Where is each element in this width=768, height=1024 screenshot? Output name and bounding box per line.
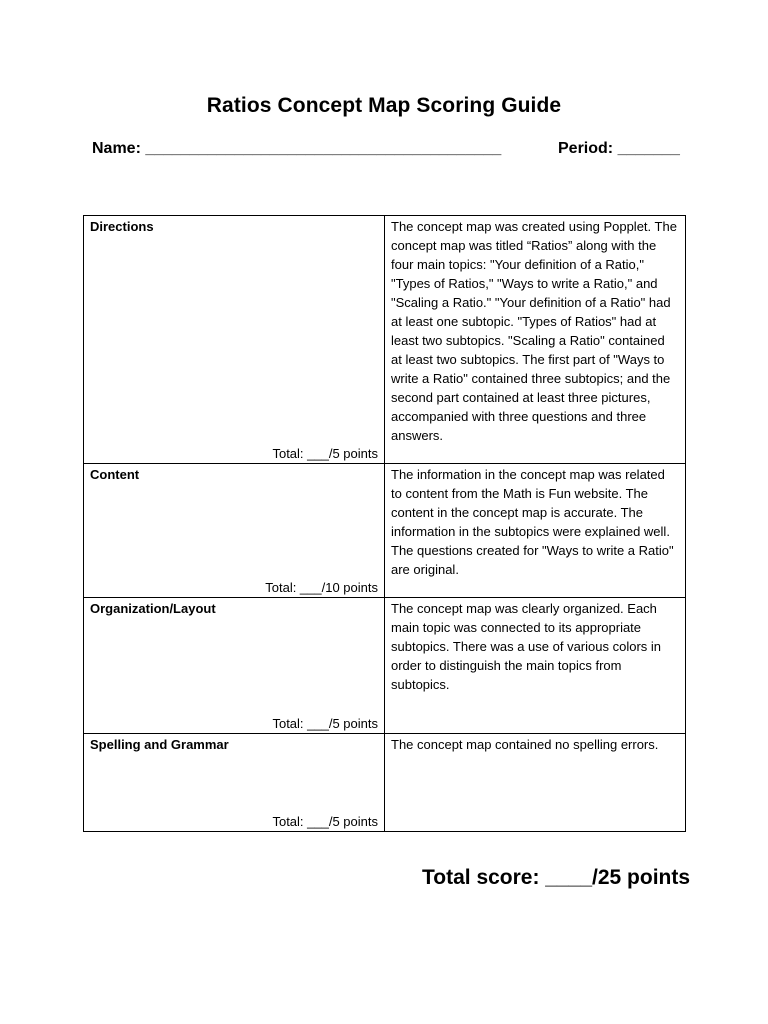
criterion-description: The information in the concept map was related to content from the Math is Fun website. The content in the concept map is accurate. The information in the subtopics were explained well. The questions created for "Ways to write a Ratio" are original.: [385, 464, 686, 598]
page-title: Ratios Concept Map Scoring Guide: [206, 94, 562, 117]
criterion-total: Total: ___/5 points: [272, 446, 378, 461]
criterion-description: The concept map was clearly organized. Each main topic was connected to its appropriate subtopics. There was a use of various colors in order to distinguish the main topics from subtopics.: [385, 598, 686, 734]
criterion-total: Total: ___/5 points: [272, 814, 378, 829]
criterion-description: The concept map was created using Popplet. The concept map was titled “Ratios” along with the four main topics: "Your definition of a Ratio," "Types of Ratios," "Ways to write a Ratio," and "Scaling a Ratio." "Your definition of a Ratio" had at least one subtopic. "Types of Ratios" had at least two subtopics. "Scaling a Ratio" contained at least two subtopics. The first part of "Ways to write a Ratio" contained three subtopics; and the second part contained at least three pictures, accompanied with three questions and three answers.: [385, 216, 686, 464]
criterion-cell: [84, 734, 385, 832]
rubric-row-organization: [84, 598, 686, 734]
total-score: Total score: ____/25 points: [422, 866, 691, 889]
rubric-row-content: [84, 464, 686, 598]
criterion-description: The concept map contained no spelling errors.: [385, 734, 686, 832]
criterion-cell: [84, 598, 385, 734]
criterion-total: Total: ___/10 points: [265, 580, 378, 595]
period-field-label: Period: _______: [558, 140, 680, 157]
criterion-label: Content: [90, 467, 140, 482]
criterion-cell: [84, 464, 385, 598]
rubric-row-spelling: [84, 734, 686, 832]
criterion-label: Organization/Layout: [90, 601, 216, 616]
criterion-label: Spelling and Grammar: [90, 737, 229, 752]
scoring-rubric-table: [83, 215, 686, 832]
criterion-total: Total: ___/5 points: [272, 716, 378, 731]
rubric-row-directions: [84, 216, 686, 464]
name-field-label: Name: ________________________________________: [92, 140, 502, 157]
criterion-cell: [84, 216, 385, 464]
criterion-label: Directions: [90, 219, 154, 234]
